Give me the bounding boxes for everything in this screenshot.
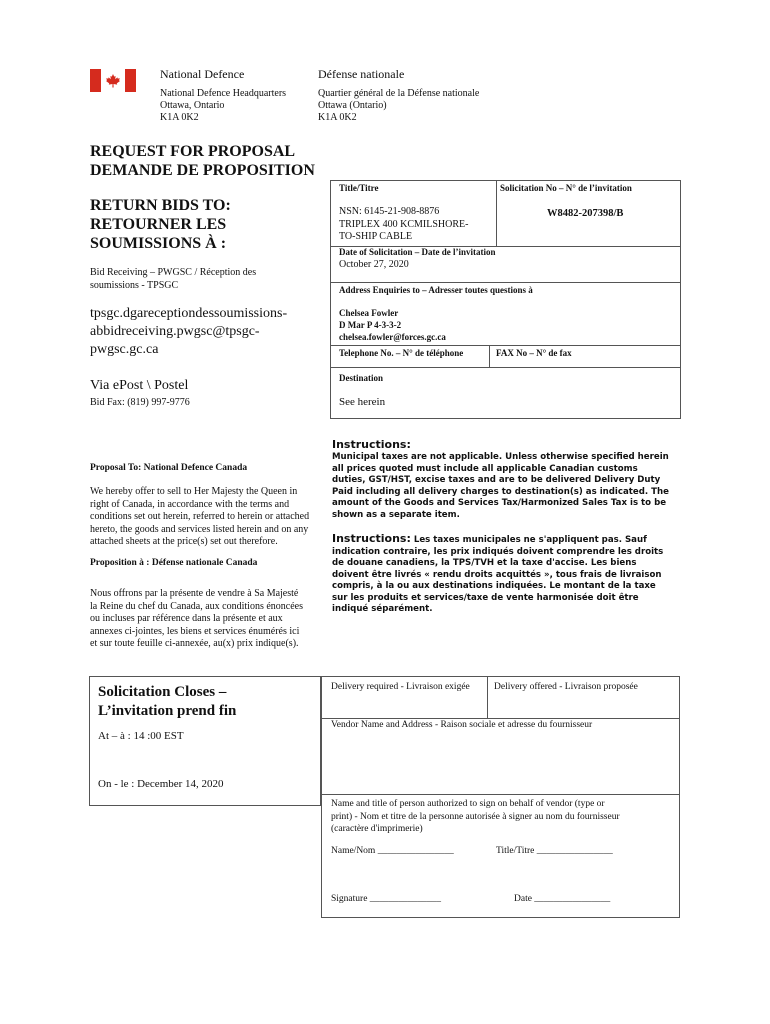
phone-label: Telephone No. – N° de téléphone: [339, 348, 464, 358]
date-value: October 27, 2020: [339, 259, 409, 270]
bid-email[interactable]: tpsgc.dgareceptiondessoumissions- abbidreceiving.pwgsc@tpsgc- pwgsc.gc.ca: [90, 306, 288, 357]
date-field[interactable]: Date ________________: [514, 894, 611, 904]
authorized-person-label: Name and title of person authorized to sign on behalf of vendor (type or print) - Nom et titre de la personne autorisée à signer au nom du fournisseur (caractère d'imprimerie): [331, 799, 620, 834]
contact-info: Chelsea Fowler D Mar P 4-3-3-2 chelsea.fowler@forces.gc.ca: [339, 308, 446, 342]
department-name-en: National Defence: [160, 67, 245, 81]
signature-field[interactable]: Signature _______________: [331, 894, 442, 904]
address-fr: Quartier général de la Défense nationale Ottawa (Ontario) K1A 0K2: [318, 88, 480, 123]
instructions-en: Municipal taxes are not applicable. Unless otherwise specified herein all prices quoted must include all applicable Canadian customs duties, GST/HST, excise taxes and are to be delivered Delivery Duty Paid including all delivery charges to destination(s) as indicated. The amount of the Goods and Services Tax/Harmonized Sales Tax is to be shown as a separate item.: [332, 452, 669, 520]
title-value: NSN: 6145-21-908-8876 TRIPLEX 400 KCMILSHORE- TO-SHIP CABLE: [339, 206, 469, 242]
vendor-box: [321, 676, 680, 918]
via-epost: Via ePost \ Postel: [90, 378, 189, 393]
delivery-required-label: Delivery required - Livraison exigée: [331, 682, 470, 692]
name-field[interactable]: Name/Nom ________________: [331, 846, 454, 856]
solicitation-number: W8482-207398/B: [547, 208, 624, 219]
title-field[interactable]: Title/Titre ________________: [496, 846, 613, 856]
department-name-fr: Défense nationale: [318, 67, 405, 81]
address-en: National Defence Headquarters Ottawa, Ontario K1A 0K2: [160, 88, 287, 123]
instructions-fr: Instructions: Les taxes municipales ne s'appliquent pas. Sauf indication contraire, les prix indiqués doivent comprendre les droits de douane canadiens, la TPS/TVH et la taxe d'accise. Les biens doivent être livrés « rendu droits acquittés », tous frais de livraison compris, à la ou aux destinations indiquées. Le montant de la taxe sur les produits et services/taxe de vente harmonisée doit être indiqué séparément.: [332, 532, 664, 614]
destination-value: See herein: [339, 396, 386, 408]
bid-receiving: Bid Receiving – PWGSC / Réception des soumissions - TPSGC: [90, 267, 257, 291]
fax-label: FAX No – N° de fax: [496, 348, 572, 358]
vendor-name-label: Vendor Name and Address - Raison sociale et adresse du fournisseur: [331, 720, 593, 730]
proposal-text-fr: Nous offrons par la présente de vendre à Sa Majesté la Reine du chef du Canada, aux conditions énoncées ou incluses par référence dans la présente et aux annexes ci-jointes, les biens et services énumérés ici et sur toute feuille ci-annexée, au(x) prix indique(s).: [90, 588, 303, 649]
enquiries-label: Address Enquiries to – Adresser toutes questions à: [339, 285, 533, 295]
instructions-heading: Instructions:: [332, 438, 411, 451]
date-label: Date of Solicitation – Date de l’invitation: [339, 247, 496, 257]
return-bids-heading: RETURN BIDS TO: RETOURNER LES SOUMISSIONS À :: [90, 197, 231, 252]
closing-date: On - le : December 14, 2020: [98, 778, 224, 790]
destination-label: Destination: [339, 373, 384, 383]
closing-heading: Solicitation Closes – L’invitation prend fin: [98, 684, 237, 719]
closing-time: At – à : 14 :00 EST: [98, 730, 184, 742]
proposal-heading-fr: Proposition à : Défense nationale Canada: [90, 558, 258, 568]
solicitation-label: Solicitation No – N° de l’invitation: [500, 183, 632, 193]
bid-fax: Bid Fax: (819) 997-9776: [90, 397, 190, 408]
proposal-text-en: We hereby offer to sell to Her Majesty the Queen in right of Canada, in accordance with the terms and conditions set out herein, referred to herein or attached hereto, the goods and services listed herein and on any attached sheets at the price(s) set out therefore.: [90, 486, 310, 547]
document-title: REQUEST FOR PROPOSAL DEMANDE DE PROPOSITION: [90, 143, 315, 179]
delivery-offered-label: Delivery offered - Livraison proposée: [494, 682, 638, 692]
canada-flag-icon: [90, 69, 136, 92]
proposal-heading-en: Proposal To: National Defence Canada: [90, 463, 248, 473]
title-label: Title/Titre: [339, 183, 379, 193]
